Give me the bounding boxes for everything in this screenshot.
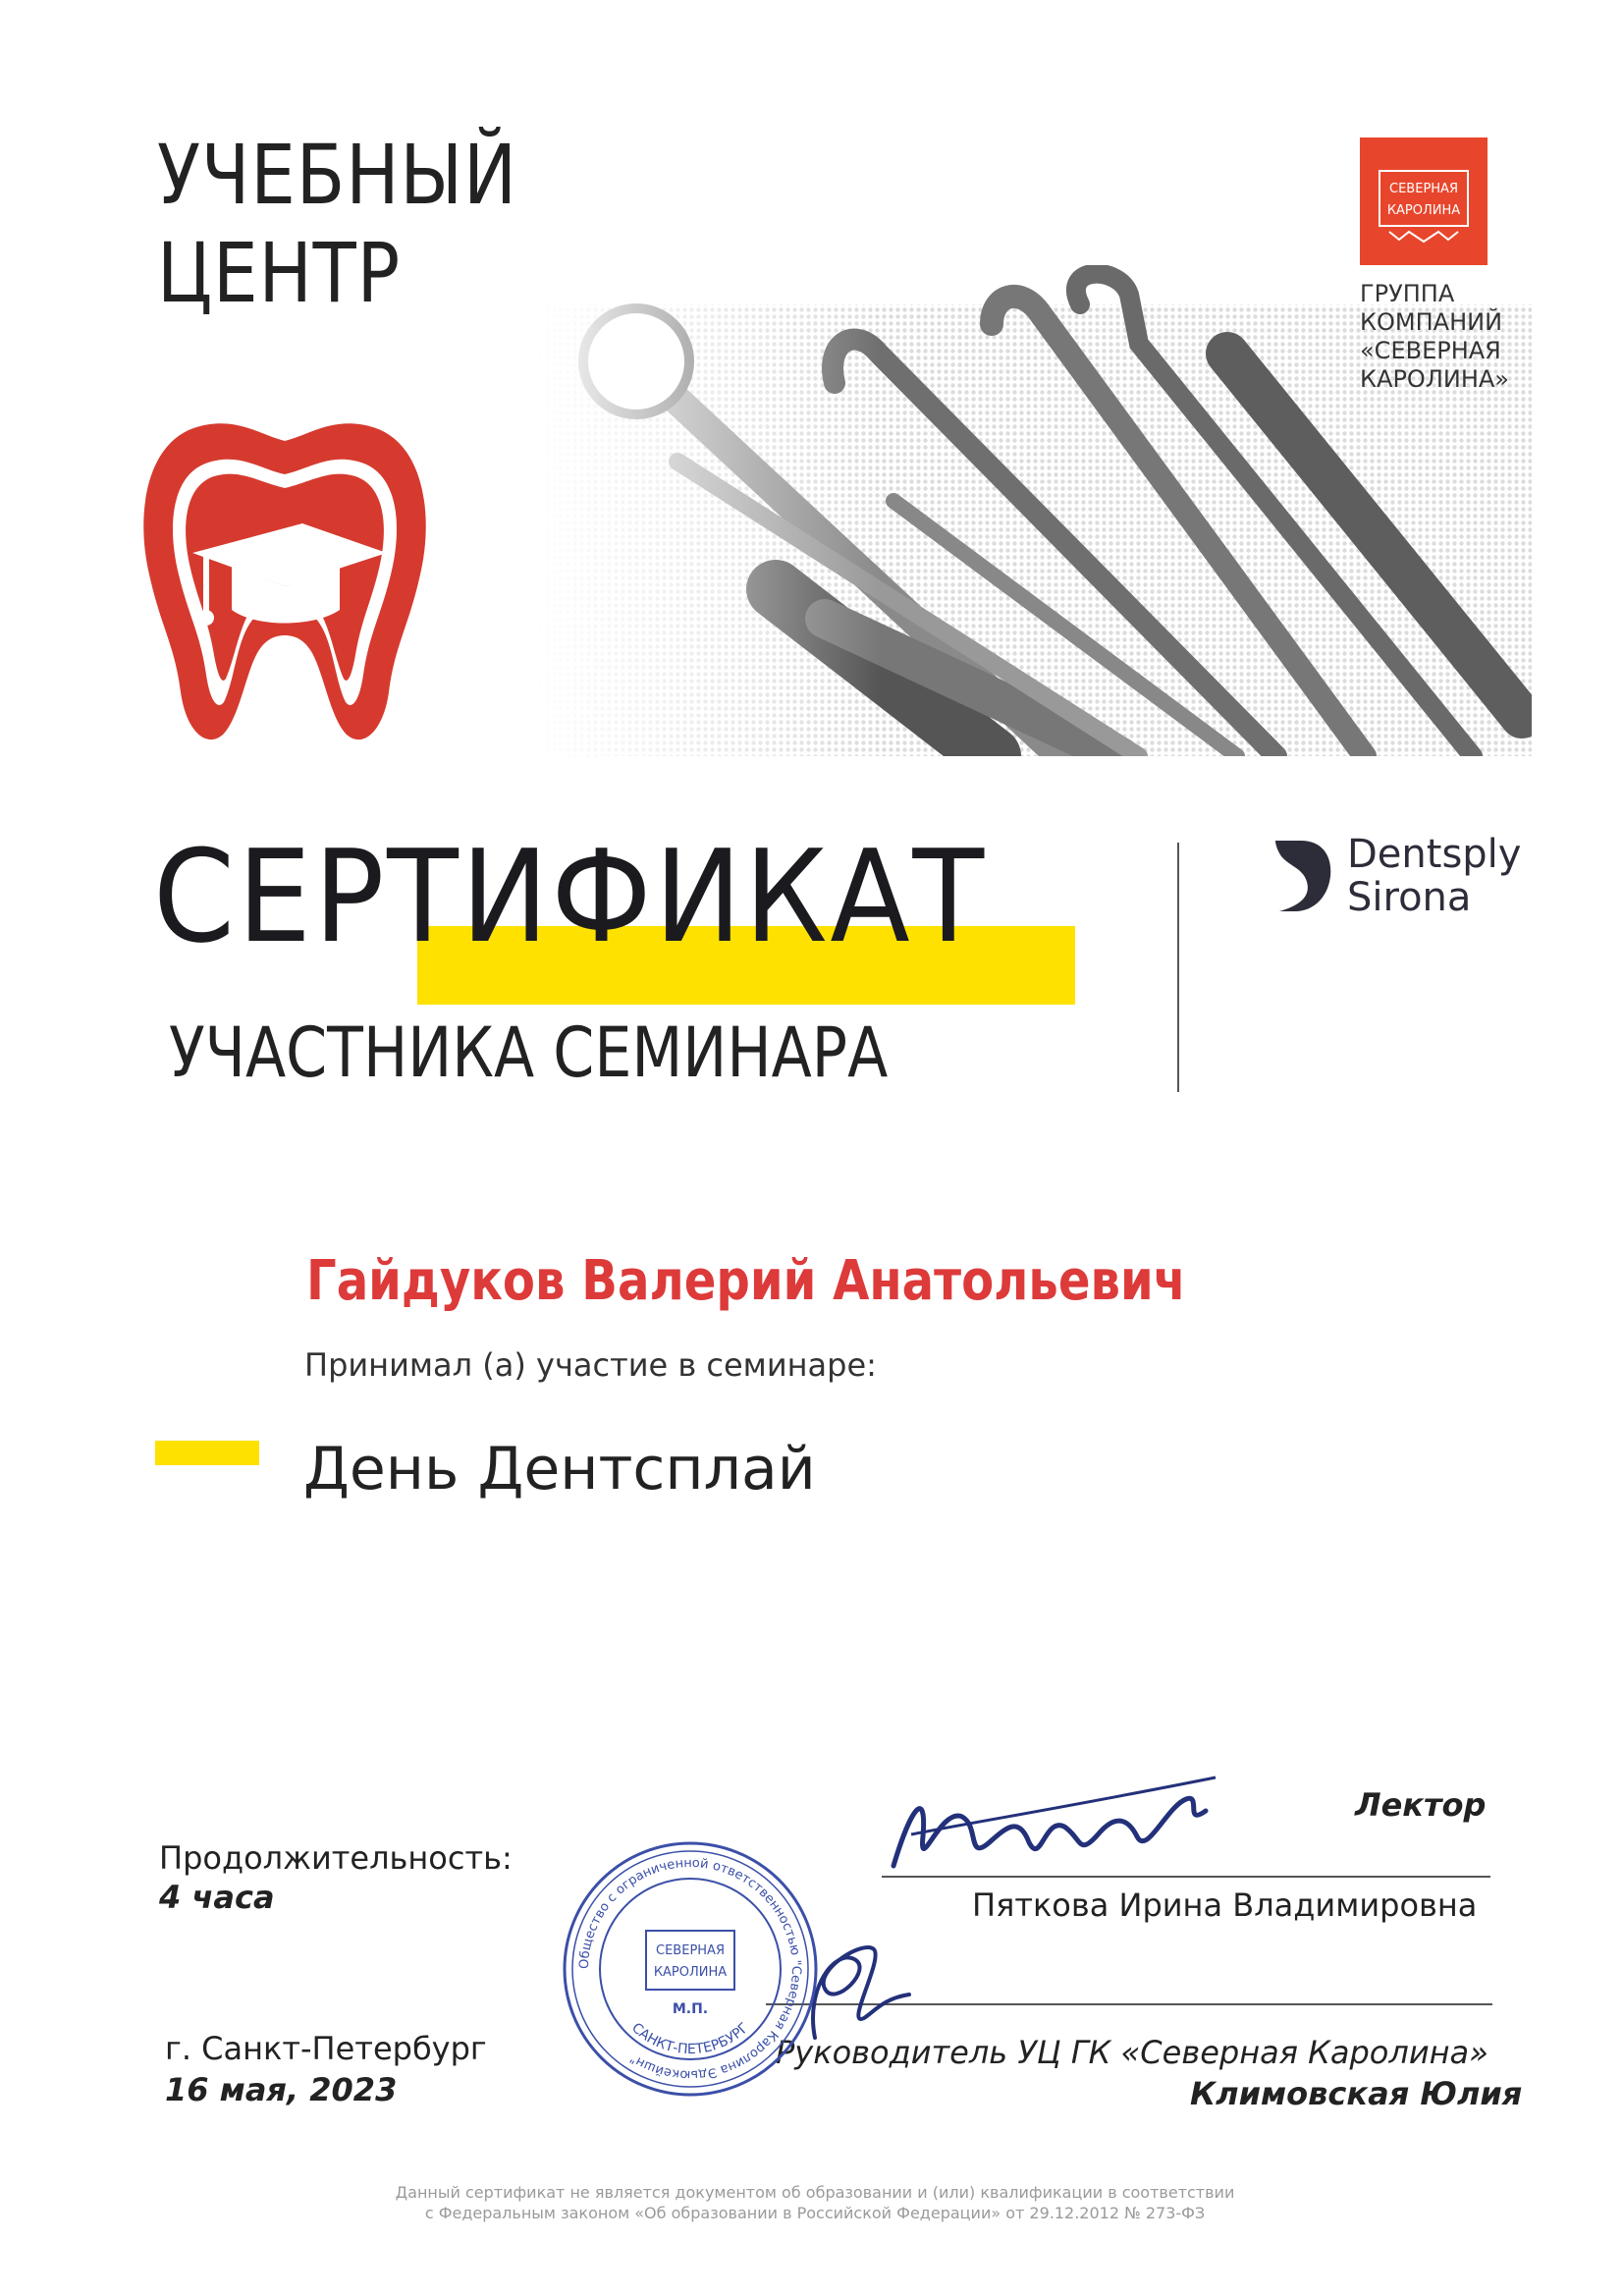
group-line2: КОМПАНИЙ — [1360, 308, 1503, 336]
certificate-subtitle: УЧАСТНИКА СЕМИНАРА — [169, 1012, 889, 1093]
organization-stamp — [558, 1836, 823, 2102]
dentsply-sirona-logo-icon — [1271, 837, 1334, 915]
lecturer-role: Лектор — [1355, 1786, 1487, 1824]
svg-text:САНКТ-ПЕТЕРБУРГ — [628, 2020, 752, 2057]
stamp-center-line1: СЕВЕРНАЯ — [656, 1943, 725, 1958]
stamp-bottom-text: САНКТ-ПЕТЕРБУРГ — [628, 2019, 752, 2058]
legal-footnote — [324, 2182, 1306, 2223]
logo-text-line2: КАРОЛИНА — [1386, 203, 1461, 218]
training-center-line2: ЦЕНТР — [157, 225, 402, 321]
severnaya-karolina-logo — [1360, 137, 1488, 265]
issue-date: 16 мая, 2023 — [165, 2071, 398, 2108]
dentsply-line1: Dentsply — [1347, 832, 1522, 877]
lecturer-name: Пяткова Ирина Владимировна — [972, 1886, 1478, 1924]
stamp-ring-text: Общество с ограниченной ответственностью "Северная Каролина Эдьюкейшн" — [576, 1855, 804, 2083]
participation-text: Принимал (а) участие в семинаре: — [304, 1346, 877, 1384]
footnote-line2: с Федеральным законом «Об образовании в Российской Федерации» от 29.12.2012 № 273-ФЗ — [424, 2204, 1206, 2222]
dentsply-line2: Sirona — [1347, 875, 1472, 920]
certificate-title: СЕРТИФИКАТ — [153, 822, 987, 971]
stamp-center-line2: КАРОЛИНА — [653, 1965, 728, 1980]
city: г. Санкт-Петербург — [165, 2030, 487, 2067]
group-companies-text — [1360, 280, 1527, 394]
training-center-line1: УЧЕБНЫЙ — [157, 127, 517, 223]
vertical-divider — [1177, 843, 1179, 1092]
participant-name: Гайдуков Валерий Анатольевич — [306, 1249, 1186, 1313]
seminar-marker — [155, 1441, 259, 1465]
lecturer-signature — [872, 1748, 1225, 1886]
duration-label: Продолжительность: — [159, 1839, 513, 1877]
training-center-title — [157, 126, 517, 322]
group-line1: ГРУППА — [1360, 280, 1455, 307]
footnote-line1: Данный сертификат не является документом об образовании и (или) квалификации в соответствии — [395, 2183, 1235, 2202]
head-role: Руководитель УЦ ГК «Северная Каролина» — [776, 2034, 1488, 2071]
stamp-mp: М.П. — [672, 2001, 709, 2017]
seminar-name: День Дентсплай — [303, 1435, 816, 1503]
duration-value: 4 часа — [159, 1879, 275, 1916]
dentsply-sirona-wordmark — [1347, 833, 1521, 919]
head-name: Климовская Юлия — [1190, 2075, 1523, 2112]
group-line4: КАРОЛИНА» — [1360, 365, 1509, 393]
tooth-graduation-cap-icon — [137, 417, 432, 751]
logo-text-line1: СЕВЕРНАЯ — [1389, 182, 1458, 196]
group-line3: «СЕВЕРНАЯ — [1360, 337, 1501, 364]
